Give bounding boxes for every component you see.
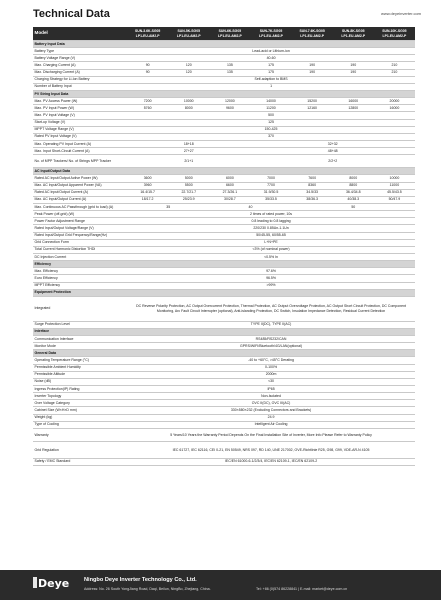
spec-value: 8800	[333, 182, 374, 189]
spec-value: 11000	[374, 182, 415, 189]
spec-value: <3% (of nominal power)	[127, 246, 415, 253]
model-name-line1: SUN-10K-SG05	[382, 29, 407, 34]
spec-value: 11200	[250, 105, 291, 112]
spec-row	[33, 133, 415, 140]
spec-row	[33, 225, 415, 232]
page-header	[0, 0, 441, 26]
spec-row	[33, 98, 415, 105]
spec-label: Start-up Voltage (V)	[33, 119, 127, 126]
spec-value: TYPE II(DC), TYPE II(AC)	[127, 321, 415, 328]
model-name-line2: LP1-EU-AM2-P	[176, 33, 201, 38]
logo-mark-icon	[33, 577, 37, 588]
spec-label: Rated PV Input Voltage (V)	[33, 133, 127, 140]
spec-value: IP65	[127, 386, 415, 393]
spec-value: 32+32	[250, 140, 415, 147]
spec-label: Surge Protection Level	[33, 321, 127, 328]
model-name-line2: LP1-EU-AM2-P	[218, 33, 242, 38]
spec-value: 120	[168, 62, 209, 69]
company-address: Address: No. 26 South YongJiang Road, Daqi, Beilun, NingBo, Zhejiang, China.	[84, 587, 211, 591]
spec-label: Euro Efficiency	[33, 275, 127, 282]
spec-label: MPPT Efficiency	[33, 282, 127, 289]
spec-label: Charging Strategy for Li-Ion Battery	[33, 76, 127, 83]
spec-value: 190	[292, 69, 333, 76]
spec-value: 18+18	[127, 140, 250, 147]
spec-value: 3960	[127, 182, 168, 189]
spec-label: Max. AC Input/Output Apparent Power (VA)	[33, 182, 127, 189]
spec-value: 50	[292, 203, 415, 210]
spec-label: Type of Cooling	[33, 421, 127, 428]
spec-row	[33, 458, 415, 465]
tech-data-body	[33, 27, 415, 466]
model-name	[127, 27, 168, 41]
spec-row	[33, 378, 415, 385]
spec-value: DC Reverse Polarity Protection, AC Output Overcurrent Protection, Thermal Protection, AC Output Overvoltage Protection, AC Output Short Circuit Protection, DC Component Monitoring, Arc Fault Circuit Interrupter (optional), Anti-islanding Protection, DC Switch, Insulation Impedance Detection, Residual Current Detection	[127, 296, 415, 321]
spec-row	[33, 400, 415, 407]
spec-value: 190	[333, 62, 374, 69]
model-name	[333, 27, 374, 41]
spec-row	[33, 55, 415, 62]
spec-value: 90	[127, 62, 168, 69]
spec-value: 10000	[374, 175, 415, 182]
spec-value: 190	[333, 69, 374, 76]
model-name-line1: SUN-7.6K-SG05	[299, 29, 325, 34]
spec-value: 6600	[209, 182, 250, 189]
spec-row	[33, 268, 415, 275]
spec-row	[33, 189, 415, 196]
spec-label: Max. Discharging Current (A)	[33, 69, 127, 76]
spec-value: 135	[209, 62, 250, 69]
spec-row	[33, 386, 415, 393]
section-header-row	[33, 90, 415, 97]
spec-value: 40-60	[127, 55, 415, 62]
spec-row	[33, 232, 415, 239]
spec-label: Max. Operating PV Input Current (A)	[33, 140, 127, 147]
spec-value: 31.9/30.5	[250, 189, 291, 196]
spec-value: 175	[250, 69, 291, 76]
spec-value: 16.4/15.7	[127, 189, 168, 196]
model-name-line2: LP1-EU-AM2-P	[300, 33, 325, 38]
spec-row	[33, 203, 415, 210]
spec-row	[33, 105, 415, 112]
spec-value: IEC 61727, IEC 62116, CEI 0-21, EN 50549, NRS 097, RD 140, UNE 217002, OVE-Richtlinie R25, G98, G99, VDE-AR-N 4105	[127, 441, 415, 458]
spec-row	[33, 76, 415, 83]
section-header-row	[33, 168, 415, 175]
spec-row	[33, 393, 415, 400]
spec-row	[33, 253, 415, 260]
model-name	[374, 27, 415, 41]
spec-row	[33, 48, 415, 55]
spec-value: 7700	[250, 182, 291, 189]
spec-value: 50/47.9	[374, 196, 415, 203]
section-title: PV String Input Data	[33, 90, 415, 97]
spec-label: Max. Input Short-Circuit Current (A)	[33, 148, 127, 155]
spec-value: 2000m	[127, 371, 415, 378]
spec-label: Weight (kg)	[33, 414, 127, 421]
spec-row	[33, 119, 415, 126]
spec-row	[33, 343, 415, 350]
spec-label: Integrated	[33, 296, 127, 321]
spec-label: Battery Voltage Range (V)	[33, 55, 127, 62]
spec-value: >99%	[127, 282, 415, 289]
spec-value: 16000	[333, 98, 374, 105]
spec-row	[33, 321, 415, 328]
spec-value: 35	[127, 203, 209, 210]
spec-value: 175	[250, 62, 291, 69]
spec-value: 8000	[168, 105, 209, 112]
spec-value: 120	[168, 69, 209, 76]
spec-row	[33, 140, 415, 147]
spec-value: 38/36.3	[292, 196, 333, 203]
spec-value: GPRS/WIFI/Bluetooth/4G/LAN(optional)	[127, 343, 415, 350]
company-name: Ningbo Deye Inverter Technology Co., Ltd.	[84, 577, 197, 583]
spec-label: Cabinet Size (W×H×D mm)	[33, 407, 127, 414]
spec-row	[33, 69, 415, 76]
section-header-row	[33, 261, 415, 268]
spec-row	[33, 211, 415, 218]
spec-label: Rated Input/Output Grid Frequency/Range(Hz)	[33, 232, 127, 239]
section-header-row	[33, 328, 415, 335]
spec-value: 7600	[292, 175, 333, 182]
spec-row	[33, 196, 415, 203]
tech-data-table	[33, 27, 415, 466]
spec-value: 14000	[250, 98, 291, 105]
spec-value: 96.5%	[127, 275, 415, 282]
spec-value: 1	[127, 83, 415, 90]
spec-label: Rated AC Input/Output Active Power (W)	[33, 175, 127, 182]
spec-row	[33, 407, 415, 414]
spec-row	[33, 421, 415, 428]
spec-label: Communication Interface	[33, 336, 127, 343]
spec-label: Warranty	[33, 428, 127, 441]
model-header-row	[33, 27, 415, 41]
spec-value: <0.5% In	[127, 253, 415, 260]
spec-value: 2/2+2	[250, 155, 415, 168]
spec-label: MPPT Voltage Range (V)	[33, 126, 127, 133]
spec-value: IEC/EN 61000-6-1/2/3/4, IEC/EN 62109-1, IEC/EN 62109-2	[127, 458, 415, 465]
section-header-row	[33, 350, 415, 357]
spec-value: 150-425	[127, 126, 415, 133]
model-name	[250, 27, 291, 41]
spec-value: 2/1+1	[127, 155, 250, 168]
model-name-line2: LP1-EU-AM2-P	[135, 33, 160, 38]
spec-label: Rated AC Input/Output Current (A)	[33, 189, 127, 196]
spec-value: 7000	[250, 175, 291, 182]
spec-value: 210	[374, 62, 415, 69]
spec-row	[33, 62, 415, 69]
spec-value: 50/45-55, 60/55-65	[127, 232, 415, 239]
spec-value: 12160	[292, 105, 333, 112]
spec-value: 5000	[168, 175, 209, 182]
section-header-row	[33, 289, 415, 296]
section-title: Battery Input Data	[33, 41, 415, 48]
spec-value: 40/38.3	[333, 196, 374, 203]
spec-label: Noise (dB)	[33, 378, 127, 385]
spec-row	[33, 357, 415, 364]
model-name-line1: SUN-6K-SG05	[218, 29, 242, 34]
spec-label: Monitor Mode	[33, 343, 127, 350]
section-title: General Data	[33, 350, 415, 357]
spec-value: 125	[127, 119, 415, 126]
spec-label: Max. PV Input Power (W)	[33, 105, 127, 112]
spec-value: OVC II(DC), OVC III(AC)	[127, 400, 415, 407]
spec-row	[33, 428, 415, 441]
spec-value: 5760	[127, 105, 168, 112]
spec-value: 3600	[127, 175, 168, 182]
model-name-line2: LP1-EU-AM2-P	[382, 33, 407, 38]
model-name	[168, 27, 209, 41]
spec-value: Lead-acid or Lithium-ion	[127, 48, 415, 55]
spec-label: Number of Battery Input	[33, 83, 127, 90]
spec-value: 18/17.2	[127, 196, 168, 203]
spec-row	[33, 239, 415, 246]
spec-label: Grid Connection Form	[33, 239, 127, 246]
section-title: Efficiency	[33, 261, 415, 268]
spec-row	[33, 336, 415, 343]
spec-row	[33, 275, 415, 282]
spec-value: 22.7/21.7	[168, 189, 209, 196]
page-title: Technical Data	[33, 8, 110, 20]
spec-value: 500	[127, 112, 415, 119]
spec-value: 45.5/43.5	[374, 189, 415, 196]
spec-value: -40 to +60°C, >45°C Derating	[127, 357, 415, 364]
company-contact: Tel: +86 (0)574 86228841 | E-mail: market@deye.com.cn	[256, 587, 348, 591]
spec-value: Non-Isolated	[127, 393, 415, 400]
spec-row	[33, 371, 415, 378]
model-name-line2: LP1-EU-AM2-P	[341, 33, 366, 38]
spec-label: Battery Type	[33, 48, 127, 55]
spec-value: 135	[209, 69, 250, 76]
spec-label: Max. Efficiency	[33, 268, 127, 275]
spec-value: Intelligent Air Cooling	[127, 421, 415, 428]
spec-row	[33, 296, 415, 321]
spec-row	[33, 246, 415, 253]
spec-label: Max. Continuous AC Passthrough (grid to load) (A)	[33, 203, 127, 210]
spec-label: Permissible Ambient Humidity	[33, 364, 127, 371]
spec-row	[33, 175, 415, 182]
spec-value: 190	[292, 62, 333, 69]
spec-value: 5 Years/10 Years the Warranty Period Depends On the Final Installation Site of Inverter, More Info Please Refer to Warranty Policy	[127, 428, 415, 441]
spec-row	[33, 155, 415, 168]
spec-value: 5500	[168, 182, 209, 189]
spec-value: <30	[127, 378, 415, 385]
spec-label: Max. PV Access Power (W)	[33, 98, 127, 105]
spec-label: Inverter Topology	[33, 393, 127, 400]
spec-value: 9600	[209, 105, 250, 112]
spec-value: 7200	[127, 98, 168, 105]
deye-logo	[33, 577, 69, 590]
spec-value: 15200	[292, 98, 333, 105]
spec-label: Permissible Altitude	[33, 371, 127, 378]
spec-label: Operating Temperature Range (°C)	[33, 357, 127, 364]
spec-value: Self-adaption to BMS	[127, 76, 415, 83]
spec-value: 27.3/26.1	[209, 189, 250, 196]
spec-value: 90	[127, 69, 168, 76]
spec-value: 10000	[168, 98, 209, 105]
section-title: Equipment Protection	[33, 289, 415, 296]
spec-value: L+N+PE	[127, 239, 415, 246]
model-label: Model	[33, 27, 127, 41]
spec-label: Over Voltage Category	[33, 400, 127, 407]
spec-label: DC Injection Current	[33, 253, 127, 260]
spec-label: Ingress Protection(IP) Rating	[33, 386, 127, 393]
spec-row	[33, 83, 415, 90]
model-name-line1: SUN-3.6K-SG05	[135, 29, 161, 34]
spec-label: No. of MPP Trackers/ No. of Strings MPP Tracker	[33, 155, 127, 168]
model-name-line1: SUN-8K-SG05	[342, 29, 365, 34]
spec-row	[33, 182, 415, 189]
model-name	[209, 27, 250, 41]
spec-value: 0-100%	[127, 364, 415, 371]
spec-label: Total Current Harmonic Distortion THDi	[33, 246, 127, 253]
spec-row	[33, 441, 415, 458]
spec-label: Safety / EMC Standard	[33, 458, 127, 465]
spec-label: Power Factor Adjustment Range	[33, 218, 127, 225]
spec-row	[33, 218, 415, 225]
spec-row	[33, 364, 415, 371]
spec-value: 12800	[333, 105, 374, 112]
spec-row	[33, 148, 415, 155]
section-header-row	[33, 41, 415, 48]
spec-value: 6000	[209, 175, 250, 182]
spec-label: Rated Input/Output Voltage/Range (V)	[33, 225, 127, 232]
spec-row	[33, 112, 415, 119]
model-name	[292, 27, 333, 41]
spec-value: 2 times of rated power, 10s	[127, 211, 415, 218]
spec-value: 0.8 leading to 0.8 lagging	[127, 218, 415, 225]
website-url: www.deyeinverter.com	[380, 11, 421, 16]
spec-label: Max. AC Input/Output Current (A)	[33, 196, 127, 203]
section-title: Interface	[33, 328, 415, 335]
spec-value: 48+48	[250, 148, 415, 155]
spec-value: 210	[374, 69, 415, 76]
spec-value: 34.5/33	[292, 189, 333, 196]
spec-value: 8000	[333, 175, 374, 182]
spec-value: 35/33.5	[250, 196, 291, 203]
spec-value: 30/28.7	[209, 196, 250, 203]
logo-text: Deye	[38, 577, 70, 590]
spec-value: 16000	[374, 105, 415, 112]
spec-value: 24.9	[127, 414, 415, 421]
model-name-line1: SUN-5K-SG05	[177, 29, 200, 34]
spec-label: Grid Regulation	[33, 441, 127, 458]
spec-label: Max. Charging Current (A)	[33, 62, 127, 69]
footer	[0, 570, 441, 600]
model-name-line2: LP1-EU-AM2-P	[259, 33, 283, 38]
spec-row	[33, 126, 415, 133]
spec-value: 36.4/34.8	[333, 189, 374, 196]
spec-row	[33, 414, 415, 421]
spec-value: 40	[209, 203, 291, 210]
spec-value: 97.6%	[127, 268, 415, 275]
model-name-line1: SUN-7K-SG05	[259, 29, 283, 34]
spec-value: 330×580×232 (Excluding Connectors and Brackets)	[127, 407, 415, 414]
spec-value: 25/23.9	[168, 196, 209, 203]
spec-value: RS485/RS232/CAN	[127, 336, 415, 343]
spec-value: 12000	[209, 98, 250, 105]
spec-value: 220/230 0.85Un-1.1Un	[127, 225, 415, 232]
spec-label: Peak Power (off-grid) (W)	[33, 211, 127, 218]
spec-value: 20000	[374, 98, 415, 105]
spec-label: Max. PV Input Voltage (V)	[33, 112, 127, 119]
section-title: AC Input/Output Data	[33, 168, 415, 175]
spec-row	[33, 282, 415, 289]
spec-value: 8360	[292, 182, 333, 189]
spec-value: 27+27	[127, 148, 250, 155]
spec-value: 370	[127, 133, 415, 140]
